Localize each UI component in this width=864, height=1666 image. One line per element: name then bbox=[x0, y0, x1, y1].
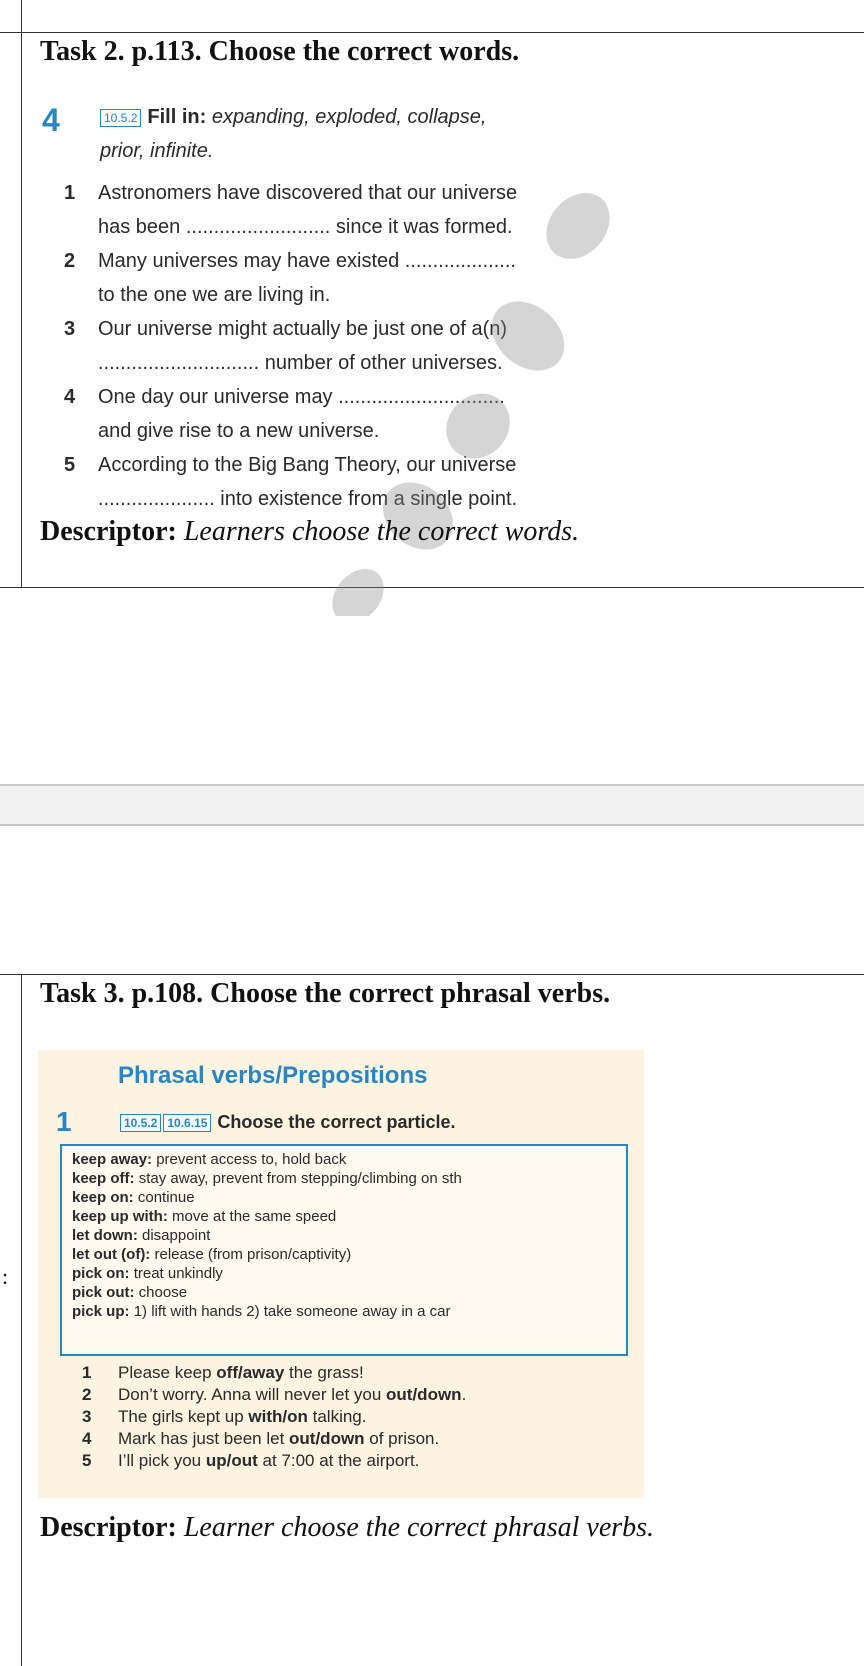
list-item bbox=[78, 1406, 638, 1428]
definition-meaning: prevent access to, hold back bbox=[156, 1151, 347, 1168]
definition-term: let down: bbox=[72, 1227, 138, 1244]
descriptor-label: Descriptor: bbox=[40, 516, 177, 547]
exercise-items bbox=[60, 176, 660, 516]
table-row-divider bbox=[0, 587, 864, 588]
item-line: Astronomers have discovered that our universe bbox=[98, 182, 518, 204]
exercise-4 bbox=[38, 96, 658, 536]
table-row-divider bbox=[0, 32, 864, 33]
item-number: 4 bbox=[64, 386, 76, 408]
item-line: ..................... into existence from a single point. bbox=[98, 488, 518, 510]
item-number: 3 bbox=[64, 318, 76, 340]
definition-meaning: release (from prison/captivity) bbox=[154, 1246, 352, 1263]
definition-row bbox=[72, 1150, 616, 1169]
item-text-after: the grass! bbox=[284, 1363, 364, 1382]
list-item bbox=[60, 244, 660, 312]
definition-term: pick out: bbox=[72, 1284, 135, 1301]
item-number: 1 bbox=[64, 182, 76, 204]
item-text-after: of prison. bbox=[364, 1429, 440, 1448]
list-item bbox=[78, 1450, 638, 1472]
item-number: 4 bbox=[82, 1429, 92, 1448]
definition-row bbox=[72, 1283, 616, 1302]
item-line: ............................. number of other universes. bbox=[98, 352, 503, 374]
definition-meaning: stay away, prevent from stepping/climbing on sth bbox=[138, 1170, 462, 1187]
task2-title: Task 2. p.113. Choose the correct words. bbox=[40, 36, 520, 67]
task2-descriptor bbox=[40, 516, 579, 548]
exercise-instruction bbox=[120, 1112, 456, 1133]
definition-term: pick on: bbox=[72, 1265, 130, 1282]
exercise-number: 4 bbox=[42, 102, 60, 138]
item-choice: with/on bbox=[248, 1407, 308, 1426]
item-line: According to the Big Bang Theory, our universe bbox=[98, 454, 517, 476]
exercise-number: 1 bbox=[56, 1106, 72, 1137]
item-number: 1 bbox=[82, 1363, 92, 1382]
definition-term: keep up with: bbox=[72, 1208, 168, 1225]
item-text-before: Don’t worry. Anna will never let you bbox=[118, 1385, 387, 1404]
definition-row bbox=[72, 1207, 616, 1226]
item-line: Our universe might actually be just one of a(n) bbox=[98, 318, 508, 340]
definition-meaning: treat unkindly bbox=[133, 1265, 223, 1282]
list-item bbox=[60, 176, 660, 244]
list-item bbox=[78, 1428, 638, 1450]
item-number: 2 bbox=[64, 250, 76, 272]
item-text-after: at 7:00 at the airport. bbox=[257, 1451, 420, 1470]
instruction-bold: Fill in: bbox=[147, 106, 207, 128]
definition-row bbox=[72, 1245, 616, 1264]
definition-term: keep off: bbox=[72, 1170, 135, 1187]
item-choice: off/away bbox=[216, 1363, 285, 1382]
curriculum-code: 10.5.2 bbox=[100, 109, 141, 127]
exercise-instruction bbox=[100, 100, 660, 168]
definition-term: pick up: bbox=[72, 1303, 130, 1320]
task3-title: Task 3. p.108. Choose the correct phrasal verbs. bbox=[40, 978, 611, 1009]
definition-row bbox=[72, 1169, 616, 1188]
descriptor-text: Learners choose the correct words. bbox=[183, 516, 580, 547]
definition-meaning: move at the same speed bbox=[172, 1208, 337, 1225]
item-text-before: I’ll pick you bbox=[118, 1451, 206, 1470]
item-choice: up/out bbox=[205, 1451, 258, 1470]
item-text-before: Mark has just been let bbox=[118, 1429, 290, 1448]
descriptor-text: Learner choose the correct phrasal verbs. bbox=[183, 1512, 655, 1543]
definition-term: keep on: bbox=[72, 1189, 134, 1206]
definition-row bbox=[72, 1264, 616, 1283]
definition-term: let out (of): bbox=[72, 1246, 151, 1263]
exercise-items bbox=[78, 1362, 638, 1472]
side-mark: : bbox=[2, 1264, 9, 1289]
item-number: 5 bbox=[64, 454, 76, 476]
item-number: 3 bbox=[82, 1407, 92, 1426]
descriptor-label: Descriptor: bbox=[40, 1512, 177, 1543]
list-item bbox=[60, 380, 660, 448]
list-item bbox=[78, 1362, 638, 1384]
item-text-after: talking. bbox=[307, 1407, 367, 1426]
box-heading: Phrasal verbs/Prepositions bbox=[118, 1062, 428, 1089]
page-separator bbox=[0, 784, 864, 826]
table-row-divider bbox=[0, 974, 864, 975]
definition-row bbox=[72, 1188, 616, 1207]
item-line: Many universes may have existed .................... bbox=[98, 250, 516, 272]
definition-meaning: continue bbox=[137, 1189, 195, 1206]
table-left-border-bottom bbox=[21, 974, 22, 1666]
definition-row bbox=[72, 1302, 616, 1321]
item-line: One day our universe may .............................. bbox=[98, 386, 505, 408]
word-bank-b: prior, infinite. bbox=[100, 140, 214, 162]
item-number: 5 bbox=[82, 1451, 92, 1470]
definition-meaning: choose bbox=[138, 1284, 188, 1301]
list-item bbox=[60, 312, 660, 380]
definition-meaning: disappoint bbox=[142, 1227, 211, 1244]
item-line: to the one we are living in. bbox=[98, 284, 331, 306]
curriculum-code: 10.6.15 bbox=[163, 1114, 211, 1132]
item-number: 2 bbox=[82, 1385, 92, 1404]
item-line: has been .......................... since it was formed. bbox=[98, 216, 513, 238]
item-choice: out/down bbox=[289, 1429, 365, 1448]
list-item bbox=[60, 448, 660, 516]
item-text-after: . bbox=[461, 1385, 467, 1404]
phrasal-verbs-box bbox=[38, 1050, 644, 1498]
list-item bbox=[78, 1384, 638, 1406]
item-text-before: The girls kept up bbox=[118, 1407, 249, 1426]
item-line: and give rise to a new universe. bbox=[98, 420, 380, 442]
instruction-text: Choose the correct particle. bbox=[217, 1112, 456, 1132]
definition-row bbox=[72, 1226, 616, 1245]
definitions-box bbox=[60, 1144, 628, 1356]
table-left-border-top bbox=[21, 0, 22, 588]
word-bank-a: expanding, exploded, collapse, bbox=[211, 106, 487, 128]
item-choice: out/down bbox=[386, 1385, 462, 1404]
definition-term: keep away: bbox=[72, 1151, 153, 1168]
definition-meaning: 1) lift with hands 2) take someone away in a car bbox=[133, 1303, 451, 1320]
item-text-before: Please keep bbox=[118, 1363, 217, 1382]
task3-descriptor bbox=[40, 1512, 654, 1544]
curriculum-code: 10.5.2 bbox=[120, 1114, 161, 1132]
